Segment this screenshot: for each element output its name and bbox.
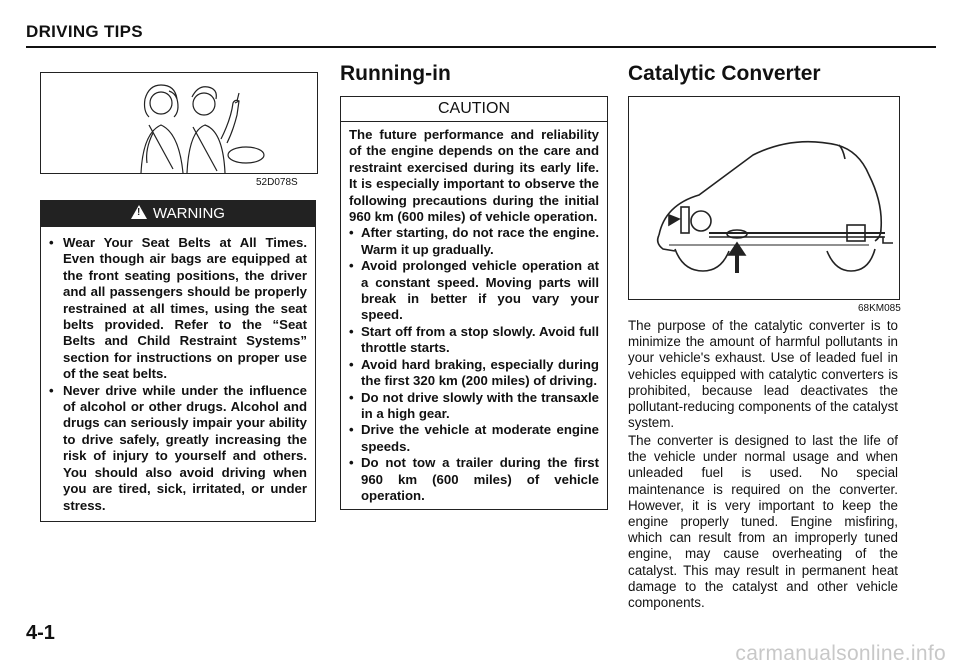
caution-item: • Do not drive slowly with the transaxle in a high gear. — [349, 390, 599, 423]
figure-code: 52D078S — [256, 177, 298, 188]
warning-box — [40, 200, 316, 522]
caution-item: • Start off from a stop slowly. Avoid full throttle starts. — [349, 324, 599, 357]
caution-list — [349, 225, 599, 504]
warning-item: • Wear Your Seat Belts at All Times. Even though air bags are equipped at the front seating positions, the driver and all passengers should be properly restrained at all times, using the seat belts provided. Refer to the “Seat Belts and Child Restraint Systems” section for instructions on proper use of the seat belts. — [49, 235, 307, 383]
caution-item: • After starting, do not race the engine. Warm it up gradually. — [349, 225, 599, 258]
section-header: DRIVING TIPS — [26, 22, 143, 41]
warning-list — [41, 227, 315, 514]
watermark: carmanualsonline.info — [735, 642, 946, 665]
car-exhaust-diagram-image — [629, 97, 899, 299]
caution-intro: The future performance and reliability of the engine depends on the care and restraint exercised during its early life. It is especially important to observe the following precautions during the initial 960 km (600 miles) of vehicle operation. — [349, 127, 599, 225]
seatbelt-illustration — [40, 72, 318, 174]
paragraph: The converter is designed to last the life of the vehicle under normal usage and when unleaded fuel is used. No special maintenance is required on the converter. However, it is very important to keep the engine properly tuned. Engine misfiring, which can result from an improperly tuned engine, may cause overheating of the catalyst. This may result in permanent heat damage to the catalyst and other vehicle components. — [628, 433, 898, 611]
caution-item: • Drive the vehicle at moderate engine speeds. — [349, 422, 599, 455]
warning-triangle-icon: ! — [131, 205, 147, 219]
warning-header — [41, 201, 315, 227]
seatbelt-occupants-image — [41, 73, 317, 173]
catalytic-converter-title: Catalytic Converter — [628, 62, 821, 85]
caution-body — [341, 122, 607, 504]
caution-item: • Do not tow a trailer during the first 960 km (600 miles) of vehicle operation. — [349, 455, 599, 504]
caution-header: CAUTION — [341, 97, 607, 122]
figure-code: 68KM085 — [858, 303, 901, 314]
caution-item: • Avoid prolonged vehicle operation at a constant speed. Moving parts will break in better if you vary your speed. — [349, 258, 599, 324]
warning-label: WARNING — [153, 205, 225, 222]
page-number: 4-1 — [26, 622, 55, 644]
paragraph: The purpose of the catalytic converter is to minimize the amount of harmful pollutants in your vehicle's exhaust. Use of leaded fuel in vehicles equipped with catalytic converters is prohibited, because lead deactivates the pollutant-reducing components of the catalyst system. — [628, 318, 898, 431]
caution-item: • Avoid hard braking, especially during the first 320 km (200 miles) of driving. — [349, 357, 599, 390]
catalytic-converter-illustration — [628, 96, 900, 300]
caution-box — [340, 96, 608, 510]
running-in-title: Running-in — [340, 62, 451, 85]
header-rule — [26, 46, 936, 48]
warning-item: • Never drive while under the influence of alcohol or other drugs. Alcohol and drugs can seriously impair your ability to drive safely, greatly increasing the risk of injury to yourself and others. You should also avoid driving when you are tired, sick, irritated, or under stress. — [49, 383, 307, 514]
